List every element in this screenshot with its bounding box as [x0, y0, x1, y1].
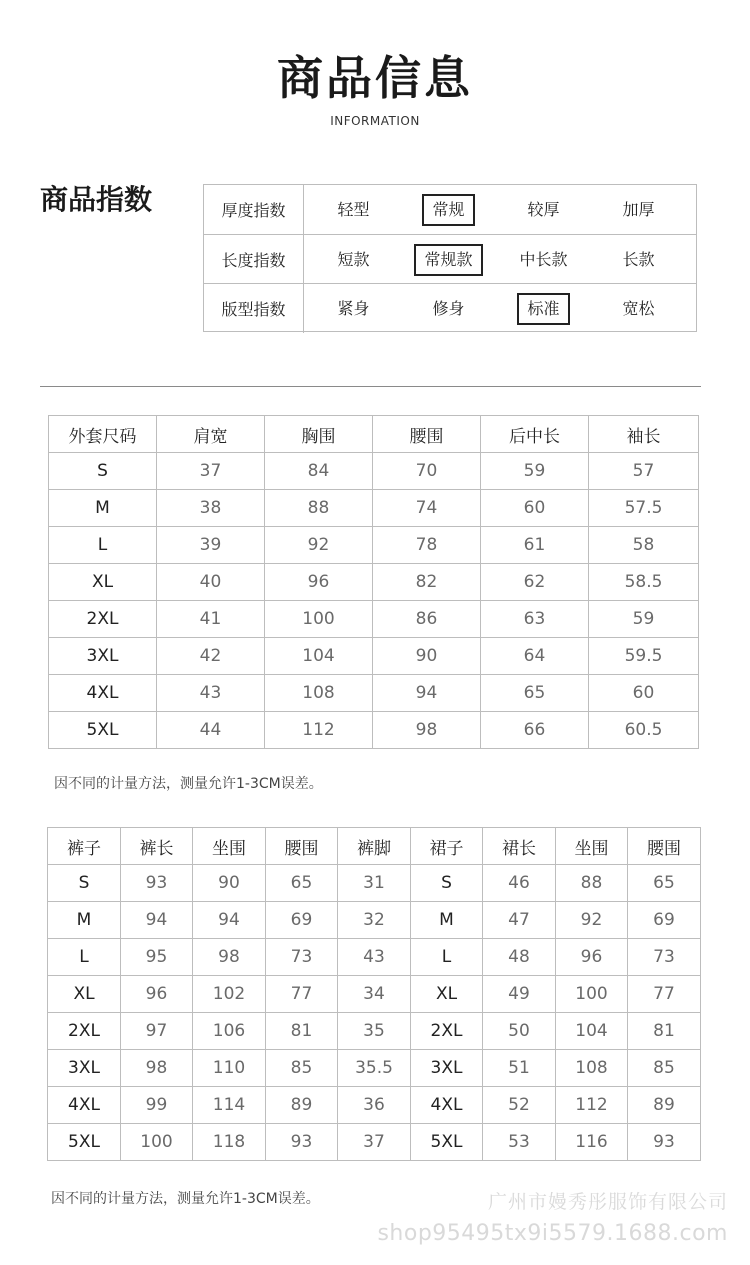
index-option-label: 长款: [622, 249, 655, 269]
table-cell: 104: [265, 638, 373, 675]
table-row: [48, 1050, 701, 1087]
table-cell: 85: [266, 1050, 338, 1087]
table-cell: 35.5: [338, 1050, 411, 1087]
table-row: [48, 1124, 701, 1161]
index-option-label: 标准: [517, 293, 569, 325]
index-option: [591, 284, 686, 333]
index-row: [204, 283, 696, 333]
table-cell: 31: [338, 865, 411, 902]
table-cell: 41: [157, 601, 265, 638]
table-row: [48, 939, 701, 976]
table-cell: 96: [265, 564, 373, 601]
index-option-label: 较厚: [527, 199, 560, 219]
table-cell: 57: [589, 453, 699, 490]
table-header-cell: 裙长: [483, 828, 556, 865]
size-label-cell: 5XL: [49, 712, 157, 749]
table-header-cell: 胸围: [265, 416, 373, 453]
table-cell: 35: [338, 1013, 411, 1050]
table-cell: 81: [628, 1013, 701, 1050]
index-option: [591, 185, 686, 234]
index-row: [204, 185, 696, 234]
table-cell: 78: [373, 527, 481, 564]
table-cell: 110: [193, 1050, 266, 1087]
table-cell: 94: [121, 902, 193, 939]
table-cell: 64: [481, 638, 589, 675]
table-row: [49, 453, 699, 490]
size-label-cell: 5XL: [411, 1124, 483, 1161]
table-cell: 93: [121, 865, 193, 902]
index-option-label: 轻型: [337, 199, 370, 219]
table-header-cell: 裙子: [411, 828, 483, 865]
table-cell: 94: [193, 902, 266, 939]
table-cell: 98: [373, 712, 481, 749]
table-cell: 92: [556, 902, 628, 939]
table-cell: 53: [483, 1124, 556, 1161]
company-watermark: 广州市嫚秀彤服饰有限公司: [487, 1191, 728, 1213]
table-cell: 96: [121, 976, 193, 1013]
table-cell: 89: [628, 1087, 701, 1124]
size-label-cell: 2XL: [49, 601, 157, 638]
measurement-note: 因不同的计量方法，测量允许1-3CM误差。: [51, 1191, 320, 1207]
table-row: [48, 976, 701, 1013]
page-title: 商品信息: [277, 51, 473, 105]
index-option-label: 加厚: [622, 199, 655, 219]
table-cell: 36: [338, 1087, 411, 1124]
table-header-cell: 后中长: [481, 416, 589, 453]
table-cell: 114: [193, 1087, 266, 1124]
table-cell: 61: [481, 527, 589, 564]
index-option-selected: [401, 185, 496, 234]
table-cell: 69: [628, 902, 701, 939]
index-option-label: 紧身: [337, 298, 370, 318]
table-cell: 90: [193, 865, 266, 902]
size-label-cell: M: [48, 902, 121, 939]
size-label-cell: L: [49, 527, 157, 564]
size-label-cell: M: [411, 902, 483, 939]
table-cell: 60: [481, 490, 589, 527]
index-option-label: 常规: [422, 194, 474, 226]
table-cell: 63: [481, 601, 589, 638]
index-option-selected: [401, 235, 496, 284]
table-cell: 77: [266, 976, 338, 1013]
table-cell: 93: [628, 1124, 701, 1161]
table-cell: 43: [157, 675, 265, 712]
table-row: [49, 490, 699, 527]
index-option: [306, 235, 401, 284]
table-header-cell: 肩宽: [157, 416, 265, 453]
table-cell: 50: [483, 1013, 556, 1050]
table-cell: 48: [483, 939, 556, 976]
table-cell: 32: [338, 902, 411, 939]
table-cell: 88: [556, 865, 628, 902]
table-header-cell: 腰围: [373, 416, 481, 453]
table-cell: 73: [266, 939, 338, 976]
table-cell: 38: [157, 490, 265, 527]
table-cell: 100: [121, 1124, 193, 1161]
size-label-cell: S: [411, 865, 483, 902]
section-divider: [40, 386, 701, 387]
table-header-cell: 裤子: [48, 828, 121, 865]
table-cell: 46: [483, 865, 556, 902]
table-cell: 57.5: [589, 490, 699, 527]
table-cell: 85: [628, 1050, 701, 1087]
table-cell: 88: [265, 490, 373, 527]
index-option: [496, 185, 591, 234]
table-row: [49, 712, 699, 749]
index-option-selected: [496, 284, 591, 333]
index-row-label: 厚度指数: [204, 185, 304, 234]
table-cell: 73: [628, 939, 701, 976]
size-label-cell: 3XL: [49, 638, 157, 675]
size-label-cell: 2XL: [48, 1013, 121, 1050]
table-header-cell: 外套尺码: [49, 416, 157, 453]
table-cell: 100: [265, 601, 373, 638]
size-label-cell: 3XL: [48, 1050, 121, 1087]
table-cell: 59: [589, 601, 699, 638]
shop-url-watermark: shop95495tx9i5579.1688.com: [377, 1221, 728, 1246]
table-cell: 59: [481, 453, 589, 490]
table-cell: 43: [338, 939, 411, 976]
table-cell: 39: [157, 527, 265, 564]
index-option: [306, 284, 401, 333]
table-cell: 37: [157, 453, 265, 490]
index-option: [591, 235, 686, 284]
size-label-cell: L: [411, 939, 483, 976]
index-option-label: 中长款: [519, 249, 568, 269]
table-cell: 49: [483, 976, 556, 1013]
table-cell: 96: [556, 939, 628, 976]
table-cell: 62: [481, 564, 589, 601]
size-label-cell: 3XL: [411, 1050, 483, 1087]
table-cell: 99: [121, 1087, 193, 1124]
table-cell: 58.5: [589, 564, 699, 601]
table-header-cell: 袖长: [589, 416, 699, 453]
table-row: [49, 527, 699, 564]
size-label-cell: L: [48, 939, 121, 976]
table-cell: 77: [628, 976, 701, 1013]
table-cell: 106: [193, 1013, 266, 1050]
coat-size-table: [48, 415, 699, 749]
table-cell: 112: [556, 1087, 628, 1124]
table-row: [49, 675, 699, 712]
table-row: [48, 1013, 701, 1050]
table-cell: 52: [483, 1087, 556, 1124]
table-cell: 74: [373, 490, 481, 527]
size-label-cell: XL: [411, 976, 483, 1013]
table-header-cell: 坐围: [193, 828, 266, 865]
size-label-cell: S: [49, 453, 157, 490]
index-option-label: 常规款: [414, 244, 482, 276]
index-row: [204, 234, 696, 284]
table-row: [49, 638, 699, 675]
table-cell: 59.5: [589, 638, 699, 675]
table-row: [49, 601, 699, 638]
size-label-cell: S: [48, 865, 121, 902]
product-index-table: [203, 184, 697, 332]
index-option-label: 宽松: [622, 298, 655, 318]
table-cell: 69: [266, 902, 338, 939]
table-cell: 65: [266, 865, 338, 902]
table-cell: 90: [373, 638, 481, 675]
table-cell: 34: [338, 976, 411, 1013]
table-header-row: [48, 828, 701, 865]
product-index-heading: 商品指数: [40, 183, 153, 216]
table-cell: 108: [556, 1050, 628, 1087]
index-option: [401, 284, 496, 333]
table-cell: 116: [556, 1124, 628, 1161]
table-header-cell: 腰围: [628, 828, 701, 865]
table-header-cell: 坐围: [556, 828, 628, 865]
table-cell: 37: [338, 1124, 411, 1161]
table-row: [48, 902, 701, 939]
index-option: [306, 185, 401, 234]
table-cell: 60: [589, 675, 699, 712]
table-cell: 93: [266, 1124, 338, 1161]
pants-skirt-size-table: [47, 827, 701, 1161]
table-cell: 58: [589, 527, 699, 564]
size-label-cell: 4XL: [411, 1087, 483, 1124]
size-label-cell: M: [49, 490, 157, 527]
table-header-cell: 裤长: [121, 828, 193, 865]
table-header-cell: 腰围: [266, 828, 338, 865]
table-cell: 95: [121, 939, 193, 976]
table-cell: 44: [157, 712, 265, 749]
table-cell: 94: [373, 675, 481, 712]
table-cell: 42: [157, 638, 265, 675]
index-option: [496, 235, 591, 284]
table-cell: 104: [556, 1013, 628, 1050]
table-header-cell: 裤脚: [338, 828, 411, 865]
table-row: [49, 564, 699, 601]
table-cell: 112: [265, 712, 373, 749]
table-cell: 100: [556, 976, 628, 1013]
table-row: [48, 1087, 701, 1124]
table-cell: 86: [373, 601, 481, 638]
table-cell: 98: [193, 939, 266, 976]
size-label-cell: XL: [48, 976, 121, 1013]
table-cell: 82: [373, 564, 481, 601]
table-cell: 102: [193, 976, 266, 1013]
size-label-cell: 5XL: [48, 1124, 121, 1161]
table-cell: 108: [265, 675, 373, 712]
page-subtitle: INFORMATION: [330, 114, 420, 128]
table-cell: 65: [481, 675, 589, 712]
size-label-cell: 4XL: [49, 675, 157, 712]
table-header-row: [49, 416, 699, 453]
table-row: [48, 865, 701, 902]
table-cell: 70: [373, 453, 481, 490]
index-option-label: 短款: [337, 249, 370, 269]
table-cell: 92: [265, 527, 373, 564]
index-option-label: 修身: [432, 298, 465, 318]
size-label-cell: XL: [49, 564, 157, 601]
index-row-label: 长度指数: [204, 235, 304, 284]
size-label-cell: 2XL: [411, 1013, 483, 1050]
size-label-cell: 4XL: [48, 1087, 121, 1124]
table-cell: 97: [121, 1013, 193, 1050]
table-cell: 66: [481, 712, 589, 749]
table-cell: 65: [628, 865, 701, 902]
table-cell: 98: [121, 1050, 193, 1087]
table-cell: 51: [483, 1050, 556, 1087]
table-cell: 89: [266, 1087, 338, 1124]
table-cell: 81: [266, 1013, 338, 1050]
index-row-label: 版型指数: [204, 284, 304, 333]
table-cell: 40: [157, 564, 265, 601]
measurement-note: 因不同的计量方法，测量允许1-3CM误差。: [54, 776, 323, 792]
table-cell: 60.5: [589, 712, 699, 749]
table-cell: 47: [483, 902, 556, 939]
table-cell: 118: [193, 1124, 266, 1161]
table-cell: 84: [265, 453, 373, 490]
